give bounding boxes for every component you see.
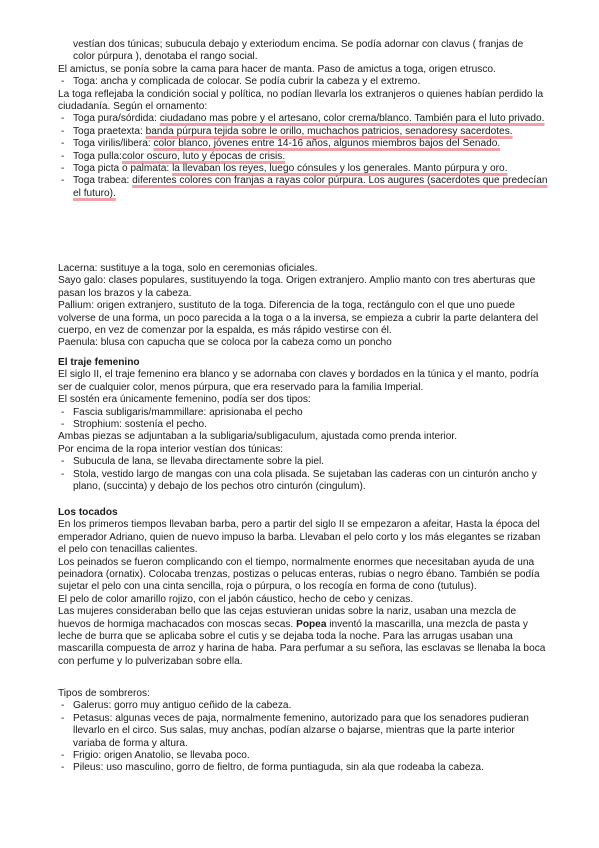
item-label: Toga virilis/libera:	[73, 138, 154, 150]
highlighted-text: la llevaban los reyes, luego cónsules y los generales. Manto púrpura y oro.	[172, 163, 508, 175]
list-item	[58, 175, 548, 200]
list-item: - Toga: ancha y complicada de colocar. Se podía cubrir la cabeza y el extremo.	[58, 76, 548, 88]
highlighted-text: ciudadano mas pobre y el artesano, color crema/blanco. También para el luto privado.	[159, 113, 545, 125]
item-label: Toga pura/sórdida:	[73, 113, 160, 125]
list-item: - Strophium: sostenía el pecho.	[58, 419, 548, 431]
paragraph: Por encima de la ropa interior vestían dos túnicas:	[58, 443, 284, 455]
highlighted-text: color oscuro, luto y épocas de crisis.	[121, 150, 286, 162]
section-heading: Los tocados	[58, 507, 118, 518]
section-heading: El traje femenino	[58, 357, 140, 368]
list-item	[58, 151, 548, 163]
list-item: - Pileus: uso masculino, gorro de fieltro, de forma puntiaguda, sin ala que rodeaba la cabeza.	[58, 762, 548, 774]
item-label: Toga pulla:	[73, 150, 122, 162]
femenino-section	[58, 357, 548, 493]
list-item: - Galerus: gorro muy antiguo ceñido de la cabeza.	[58, 700, 548, 712]
list-item	[58, 138, 548, 150]
item-label: Toga praetexta:	[73, 125, 146, 137]
paragraph: El siglo II, el traje femenino era blanco y se adornaba con claves y bordados en la túnica y el manto, podría ser de cualquier color, menos púrpura, que era reservado para la familia Imperial.	[58, 369, 539, 393]
list-item	[58, 126, 548, 138]
highlighted-text: diferentes colores con franjas a rayas color púrpura. Los augures (sacerdotes que predecían el futuro).	[73, 175, 548, 199]
list-item	[58, 163, 548, 175]
text-run: Las mujeres consideraban bello que las cejas estuvieran unidas sobre la nariz, usaban una mezcla de huevos de hormiga machacados con moscas secas.	[58, 606, 517, 630]
paragraph: El amictus, se ponía sobre la cama para hacer de manta. Paso de amictus a toga, origen etrusco.	[58, 63, 496, 75]
list-item: - Stola, vestido largo de mangas con una cola plisada. Se sujetaban las caderas con un cinturón ancho y plano, (succinta) y debajo de los pechos otro cinturón (cingulum).	[58, 469, 548, 494]
highlighted-text: color blanco, jóvenes entre 14-16 años, algunos miembros bajos del Senado.	[153, 138, 501, 150]
list-heading: Tipos de sombreros:	[58, 688, 150, 699]
text-run: inventó la mascarilla, una mezcla de pasta y leche de burra que se aplicaba sobre el cutis y se dejaba toda la noche. Para las arrugas usaban una mascarilla compuesta de arroz y harina de haba. Para perfumar a su señora, las esclavas se llenaba la boca con perfume y lo pulverizaban sobre ella.	[58, 618, 546, 667]
list-item: - Petasus: algunas veces de paja, normalmente femenino, autorizado para que los senadores pudieran llevarlo en el circo. Sus salas, muy anchas, podían alzarse o bajarse, mientras que la parte interior variaba de forma y altura.	[58, 713, 548, 750]
paragraph: Los peinados se fueron complicando con el tiempo, normalmente enormes que necesitaban ayuda de una peinadora (ornatix). Colocaba trenzas, postizas o pelucas enteras, rubias o negro ébano. También se podía sujetar el pelo con una cinta sencilla, roja o púrpura, o los recogía en forma de cono (tutulus).	[58, 556, 540, 593]
bold-name: Popea	[296, 618, 327, 630]
paragraph: El sostén era únicamente femenino, podía ser dos tipos:	[58, 394, 311, 406]
tocados-section	[58, 507, 548, 668]
paragraph	[58, 606, 548, 668]
toga-ornament-list	[58, 113, 548, 200]
paragraph: Lacerna: sustituye a la toga, solo en ceremonias oficiales.	[58, 263, 318, 274]
paragraph: Sayo galo: clases populares, sustituyendo la toga. Origen extranjero. Amplio manto con tres aberturas que pasan los brazos y la cabeza.	[58, 275, 536, 299]
highlighted-text: banda púrpura tejida sobre le orillo, muchachos patricios, senadoresy sacerdotes.	[145, 125, 513, 137]
paragraph: Ambas piezas se adjuntaban a la subligaria/subligaculum, ajustada como prenda interior.	[58, 431, 458, 443]
garments-section	[58, 263, 548, 350]
paragraph: Paenula: blusa con capucha que se coloca por la cabeza como un poncho	[58, 337, 392, 349]
list-item: - Frigio: origen Anatolio, se llevaba poco.	[58, 750, 548, 762]
list-item: - Fascia subligaris/mammillare: aprisionaba el pecho	[58, 407, 548, 419]
paragraph: Pallium: origen extranjero, sustituto de la toga. Diferencia de la toga, rectángulo con el que uno puede volverse de una forma, un poco parecida a la toga o a la inversa, se empieza a cubrir la parte delantera del cuerpo, en vez de comenzar por la espalda, es más rápido vestirse con él.	[58, 300, 539, 337]
list-item	[58, 113, 548, 125]
paragraph: La toga reflejaba la condición social y política, no podían llevarla los extranjeros o quienes habían perdido la ciudadanía. Según el ornamento:	[58, 88, 544, 113]
paragraph: vestían dos túnicas; subucula debajo y exteriodum encima. Se podía adornar con clavus ( franjas de color púrpura ), denotaba el rango social.	[73, 39, 524, 63]
toga-section	[58, 39, 548, 200]
item-label: Toga trabea:	[73, 175, 133, 187]
paragraph: El pelo de color amarillo rojizo, con el jabón cáustico, hecho de cebo y cenizas.	[58, 593, 414, 605]
paragraph: En los primeros tiempos llevaban barba, pero a partir del siglo II se empezaron a afeitar, Hasta la época del emperador Adriano, quien de nuevo impuso la barba. Llevaban el pelo corto y los más elegantes se rizaban el pelo con tenacillas calientes.	[58, 519, 541, 556]
list-item: - Subucula de lana, se llevaba directamente sobre la piel.	[58, 456, 548, 468]
item-label: Toga picta o palmata:	[73, 163, 173, 175]
sombreros-section	[58, 688, 548, 775]
